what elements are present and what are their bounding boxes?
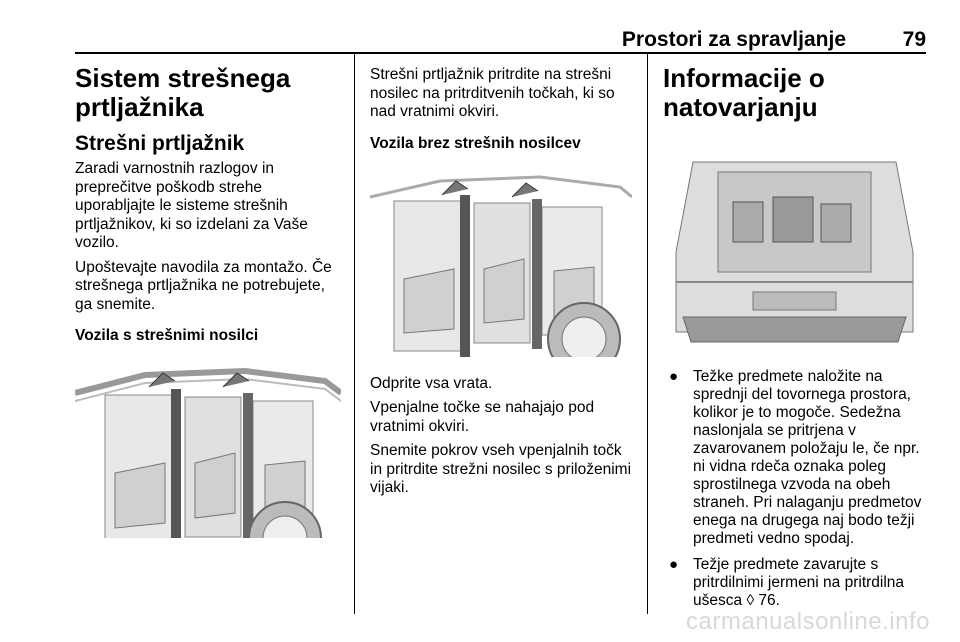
section-heading: Sistem strešnega prtljažnika	[75, 63, 291, 122]
column-divider	[354, 54, 355, 614]
column-2	[370, 60, 632, 504]
paragraph: Strešni prtljažnik pritrdite na strešni nosilec na pritrditvenih točkah, ki so nad vratnimi okviri.	[370, 66, 615, 120]
trunk-illustration	[663, 142, 926, 352]
page-header	[75, 28, 926, 52]
bullet-icon: ●	[669, 368, 679, 385]
car-rear-illustration	[663, 142, 926, 352]
column-1	[75, 60, 341, 561]
car-side-illustration	[370, 161, 632, 365]
paragraph: Upoštevajte navodila za montažo. Če strešnega prtljažnika ne potrebujete, ga snemite.	[75, 258, 332, 313]
list-item	[663, 368, 926, 548]
page-reference-link[interactable]: 76.	[758, 592, 780, 609]
watermark: carmanualsonline.info	[686, 608, 930, 635]
paragraph: Zaradi varnostnih razlogov in preprečitve poškodb strehe uporabljajte le sisteme strešnih prtljažnikov, ki so izdelani za Vaše vozilo.	[75, 160, 308, 251]
bullet-icon: ●	[669, 556, 679, 573]
column-divider	[647, 54, 648, 614]
column-3	[663, 60, 926, 618]
paragraph: Snemite pokrov vseh vpenjalnih točk in pritrdite strežni nosilec s priloženimi vijaki.	[370, 442, 632, 496]
list-item	[663, 556, 926, 610]
subsection-title: Vozila brez strešnih nosilcev	[370, 134, 581, 152]
subsection-heading: Strešni prtljažnik	[75, 132, 245, 155]
car-side-illustration	[75, 353, 341, 561]
page-reference-icon: ◊	[746, 592, 755, 609]
roof-rails-illustration	[75, 353, 341, 561]
loading-tips-list	[663, 368, 926, 610]
bullet-text: Težke predmete naložite na sprednji del tovornega prostora, kolikor je to mogoče. Sedežna naslonjala se pritrjena v zavarovanem položaju le, če npr. ni vidna rdeča oznaka poleg sprostilnega vzvoda na obeh straneh. Pri nalaganju predmetov enega na drugega naj bodo težji predmeti vedno spodaj.	[693, 368, 922, 547]
paragraph: Vpenjalne točke se nahajajo pod vratnimi okviri.	[370, 399, 595, 435]
subsection-title: Vozila s strešnimi nosilci	[75, 327, 259, 344]
paragraph: Odprite vsa vrata.	[370, 374, 493, 392]
page-number: 79	[902, 28, 926, 51]
no-rails-illustration	[370, 161, 632, 365]
chapter-title: Prostori za spravljanje	[621, 28, 846, 51]
bullet-text: Težje predmete zavarujte s pritrdilnimi jermeni na pritrdilna ušesca	[693, 556, 905, 609]
section-heading: Informacije o natovarjanju	[663, 63, 825, 122]
header-rule	[75, 52, 926, 54]
